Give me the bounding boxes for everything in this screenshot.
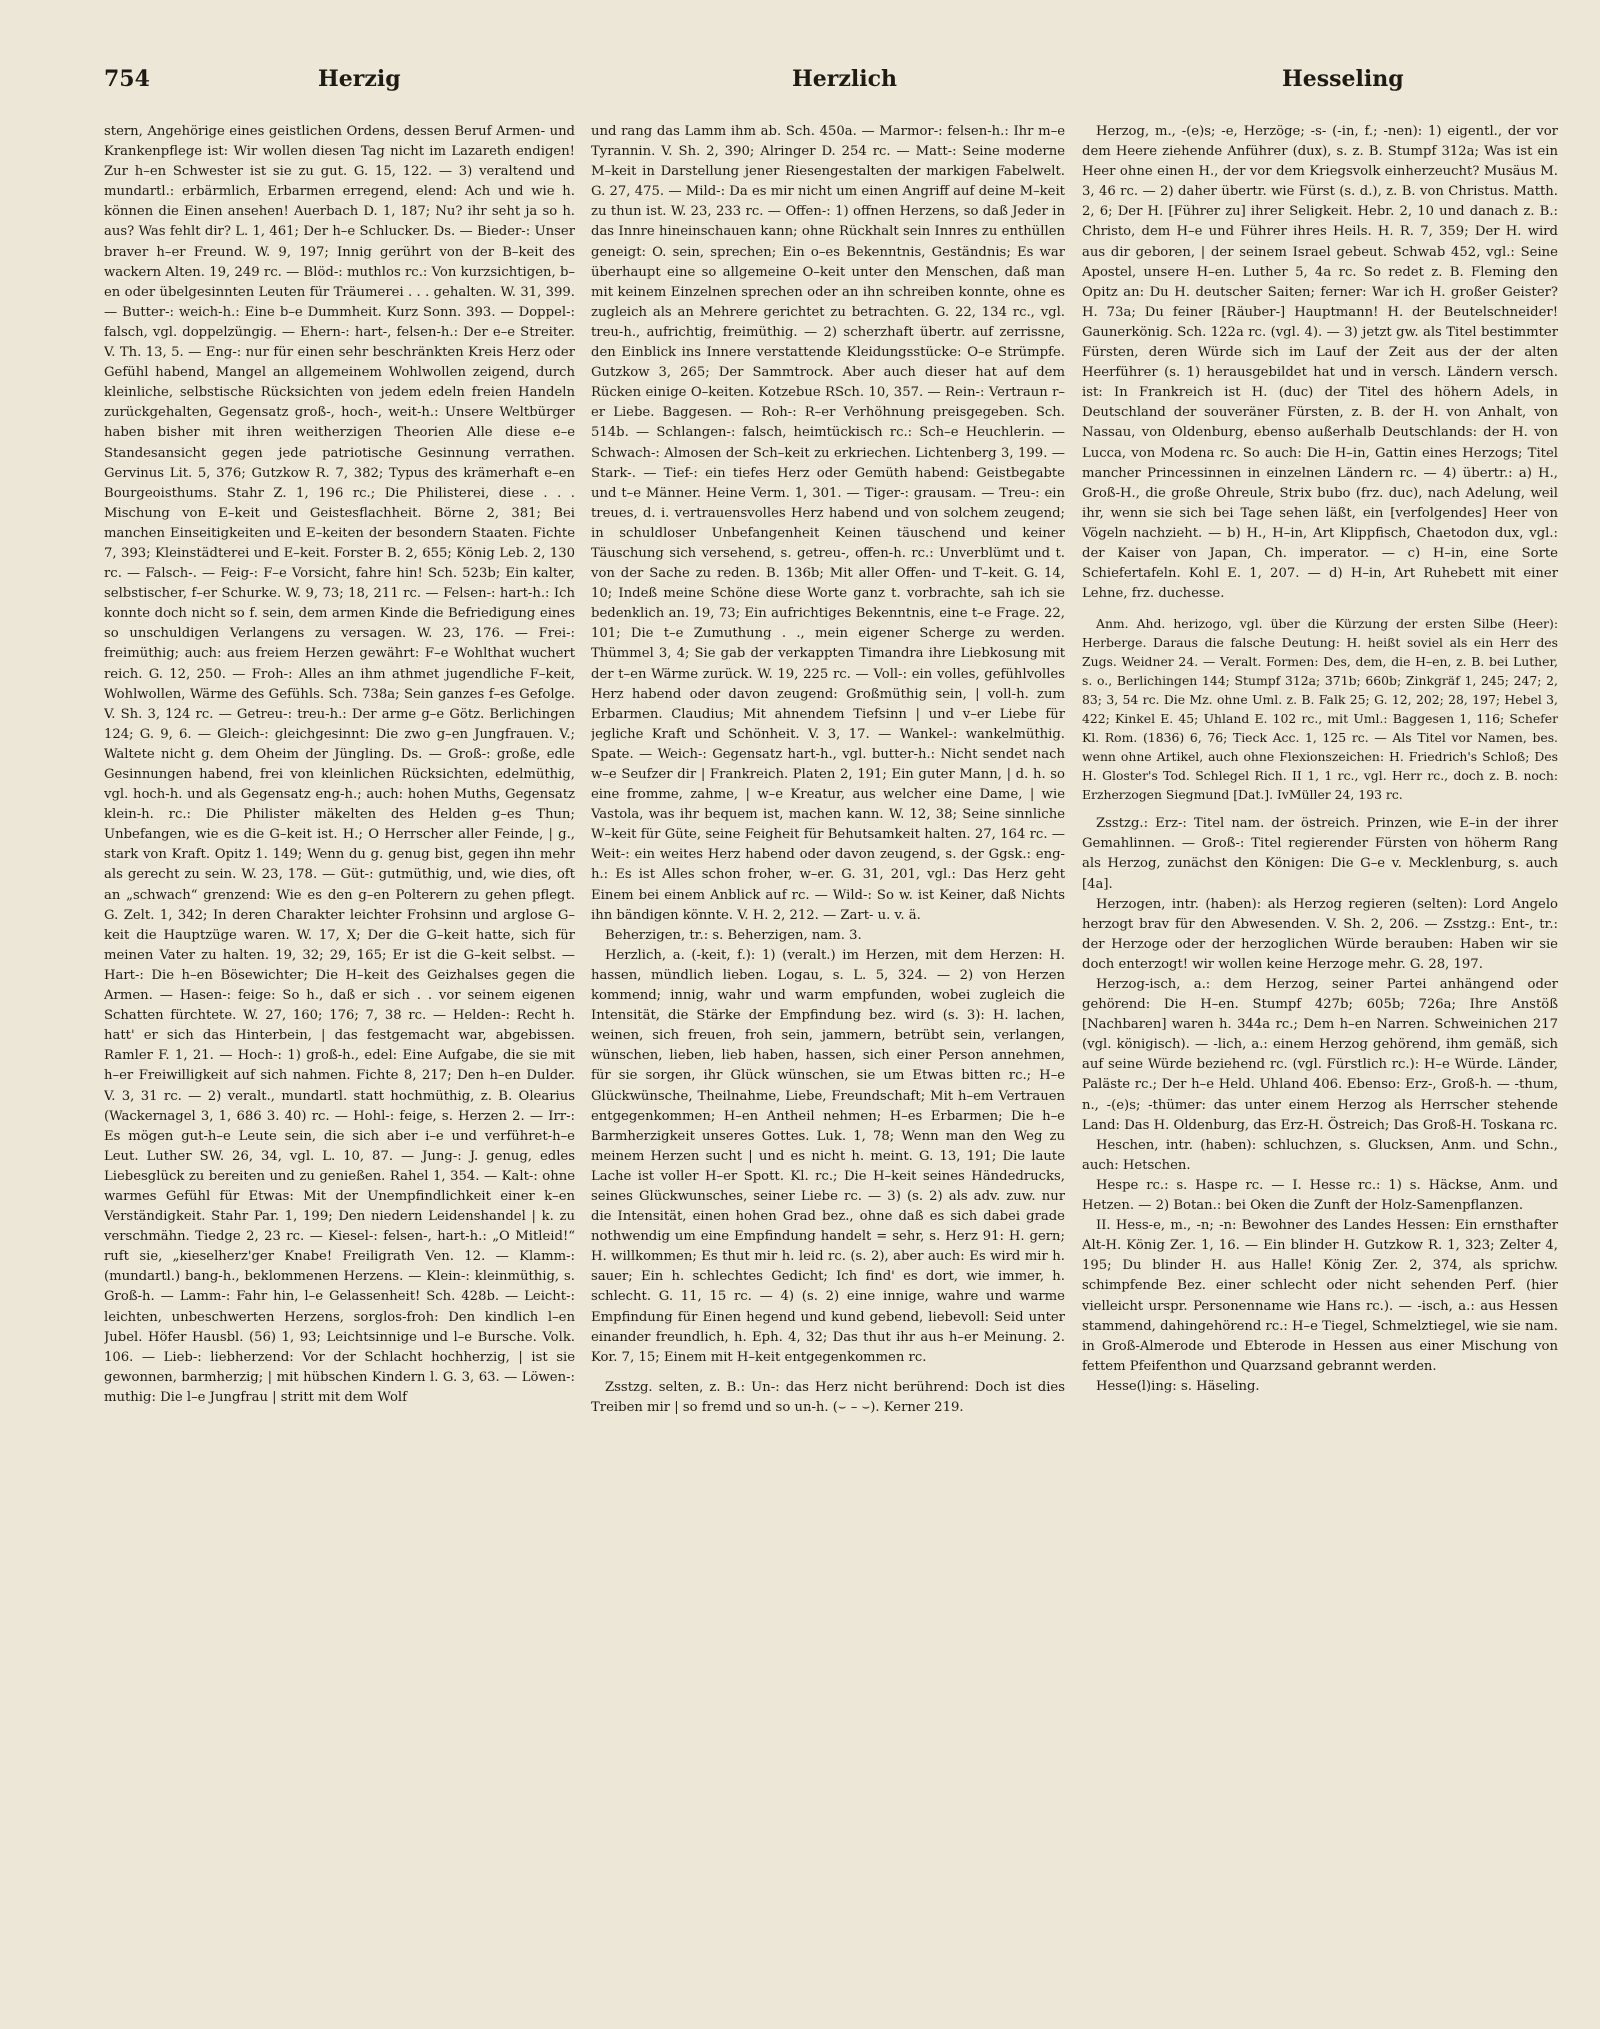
left-guide-word: Herzig [318, 66, 401, 92]
text-column-middle [591, 122, 1065, 2014]
text-column-left [104, 122, 575, 2014]
entry-paragraph: Zsstzg.: Erz-: Titel nam. der östreich. Prinzen, wie E–in der ihrer Gemahlinnen. — Groß-: Titel regierender Fürsten von höherm Rang als Herzog, zunächst den Königen: Die G–e v. Mecklenburg, s. auch [4a]. [1082, 816, 1558, 892]
entry-paragraph: und rang das Lamm ihm ab. Sch. 450a. — Marmor-: felsen-h.: Ihr m–e Tyrannin. V. Sh. 2, 390; Alringer D. 254 rc. — Matt-: Seine moderne M–keit in Darstellung jener Riesengestalten der markigen Fabelwelt. G. 27, 475. — Mild-: Da es mir nicht um einen Angriff auf deine M–keit zu thun ist. W. 23, 233 rc. — Offen-: 1) offnen Herzens, so daß Jeder in das Innre hineinschauen kann; ohne Rückhalt sein Innres zu enthüllen geneigt: O. sein, sprechen; Ein o–es Bekenntnis, Geständnis; Es war überhaupt eine so allgemeine O–keit unter den Menschen, daß man mit keinem Einzelnen sprechen oder an ihn schreiben konnte, ohne es zugleich als an Mehrere gerichtet zu betrachten. G. 22, 134 rc., vgl. treu-h., aufrichtig, freimüthig. — 2) scherzhaft übertr. auf zerrissne, den Einblick ins Innere verstattende Kleidungsstücke: O–e Strümpfe. Gutzkow 3, 265; Der Sammtrock. Aber auch dieser hat auf dem Rücken einige O–keiten. Kotzebue RSch. 10, 357. — Rein-: Vertraun r–er Liebe. Baggesen. — Roh-: R–er Verhöhnung preisgegeben. Sch. 514b. — Schlangen-: falsch, heimtückisch rc.: Sch–e Heuchlerin. — Schwach-: Almosen der Sch–keit zu erkriechen. Lichtenberg 3, 199. — Stark-. — Tief-: ein tiefes Herz oder Gemüth habend: Geistbegabte und t–e Männer. Heine Verm. 1, 301. — Tiger-: grausam. — Treu-: ein treues, d. i. vertrauensvolles Herz habend und von solchem zeugend; in schuldloser Unbefangenheit Keinen täuschend und keiner Täuschung sich versehend, s. getreu-, offen-h. rc.: Unverblümt und t. von der Sache zu reden. B. 136b; Mit aller Offen- und T–keit. G. 14, 10; Indeß meine Schöne diese Worte ganz t. vorbrachte, sah ich sie bedenklich an. 19, 73; Ein aufrichtiges Bekenntnis, eine t–e Frage. 22, 101; Die t–e Zumuthung . ., mein eigener Scherge zu werden. Thümmel 3, 4; Sie gab der verkappten Timandra ihre Liebkosung mit der t–en Wärme zurück. W. 19, 225 rc. — Voll-: ein volles, gefühlvolles Herz habend oder davon zeugend: Großmüthig sein, | voll-h. zum Erbarmen. Claudius; Mit ahnendem Tiefsinn | und v–er Liebe für jegliche Kraft und Schönheit. V. 3, 17. — Wankel-: wankelmüthig. Spate. — Weich-: Gegensatz hart-h., vgl. butter-h.: Nicht sendet nach w–e Seufzer dir | Frankreich. Platen 2, 191; Ein guter Mann, | d. h. so eine fromme, zahme, | w–e Kreatur, aus welcher eine Dame, | wie Vastola, was ihr bequem ist, machen kann. W. 12, 38; Seine sinnliche W–keit für Güte, seine Feigheit für Behutsamkeit halten. 27, 164 rc. — Weit-: ein weites Herz habend oder davon zeugend, s. der Ggsk.: eng-h.: Es ist Alles schon froher, w–er. G. 31, 201, vgl.: Das Herz geht Einem bei einem Anblick auf rc. — Wild-: So w. ist Keiner, daß Nichts ihn bändigen könnte. V. H. 2, 212. — Zart- u. v. ä. [591, 124, 1065, 923]
entry-paragraph: Herzogen, intr. (haben): als Herzog regieren (selten): Lord Angelo herzogt brav für den Abwesenden. V. Sh. 2, 206. — Zsstzg.: Ent-, tr.: der Herzoge oder der herzoglichen Würde berauben: Haben wir sie doch enterzogt! wir wollen keine Herzoge mehr. G. 28, 197. [1082, 896, 1558, 972]
entry-paragraph: Beherzigen, tr.: s. Beherzigen, nam. 3. [605, 927, 862, 943]
entry-paragraph: Herzog, m., -(e)s; -e, Herzöge; -s- (-in, f.; -nen): 1) eigentl., der vor dem Heere ziehende Anführer (dux), s. z. B. Stumpf 312a; Was ist ein Heer ohne einen H., der vor dem Kriegsvolk einherzeucht? Musäus M. 3, 46 rc. — 2) daher übertr. wie Fürst (s. d.), z. B. von Christus. Matth. 2, 6; Der H. [Führer zu] ihrer Seligkeit. Hebr. 2, 10 und danach z. B.: Christo, dem H–e und Führer ihres Heils. H. R. 7, 359; Der H. wird aus dir geboren, | der seinem Israel gebeut. Schwab 452, vgl.: Seine Apostel, unsere H–en. Luther 5, 4a rc. So redet z. B. Fleming den Opitz an: Du H. deutscher Saiten; ferner: War ich H. großer Geister? H. 73a; Du feiner [Räuber-] Hauptmann! H. der Beutelschneider! Gaunerkönig. Sch. 122a rc. (vgl. 4). — 3) jetzt gw. als Titel bestimmter Fürsten, deren Würde sich im Lauf der Zeit aus der der alten Heerführer (s. 1) herausgebildet hat und in versch. Ländern versch. ist: In Frankreich ist H. (duc) der Titel des höhern Adels, in Deutschland der souveräner Fürsten, z. B. der H. von Anhalt, von Nassau, von Oldenburg, ebenso außerhalb Deutschlands: der H. von Lucca, von Modena rc. So auch: Die H–in, Gattin eines Herzogs; Titel mancher Princessinnen in einzelnen Ländern rc. — 4) übertr.: a) H., Groß-H., die große Ohreule, Strix bubo (frz. duc), nach Adelung, weil ihr, wenn sie sich bei Tage sehen läßt, ein [verfolgendes] Heer von Vögeln nachzieht. — b) H., H–in, Art Klippfisch, Chaetodon dux, vgl.: der Kaiser von Japan, Ch. imperator. — c) H–in, eine Sorte Schiefertafeln. Kohl E. 1, 207. — d) H–in, Art Ruhebett mit einer Lehne, frz. duchesse. [1082, 124, 1558, 602]
entry-paragraph: Herzog-isch, a.: dem Herzog, seiner Partei anhängend oder gehörend: Die H–en. Stumpf 427b; 605b; 726a; Ihre Anstöß [Nachbaren] waren h. 344a rc.; Dem h–en Narren. Schweinichen 217 (vgl. königisch). — -lich, a.: einem Herzog gehörend, ihm gemäß, sich auf seine Würde beziehend rc. (vgl. Fürstlich rc.): H–e Würde. Länder, Paläste rc.; Der h–e Held. Uhland 406. Ebenso: Erz-, Groß-h. — -thum, n., -(e)s; -thümer: das unter einem Herzog als Herrscher stehende Land: Das H. Oldenburg, das Erz-H. Östreich; Das Groß-H. Toskana rc. [1082, 977, 1558, 1133]
right-guide-word: Hesseling [1282, 66, 1404, 92]
entry-paragraph: Zsstzg. selten, z. B.: Un-: das Herz nicht berührend: Doch ist dies Treiben mir | so fremd und so un-h. (⌣ – ⌣). Kerner 219. [591, 1379, 1065, 1415]
entry-paragraph: Herzlich, a. (-keit, f.): 1) (veralt.) im Herzen, mit dem Herzen: H. hassen, mündlich lieben. Logau, s. L. 5, 324. — 2) von Herzen kommend; innig, wahr und warm empfunden, wobei zugleich die Intensität, die Stärke der Empfindung bez. wird (s. 3): H. lachen, weinen, sich freuen, froh sein, jammern, betrübt sein, verlangen, wünschen, lieben, lieb haben, hassen, sich einer Person annehmen, für sie sorgen, ihr Glück wünschen, sie um Etwas bitten rc.; H–e Glückwünsche, Theilnahme, Liebe, Freundschaft; Mit h–em Vertrauen entgegenkommen; H–en Antheil nehmen; H–es Erbarmen; Die h–e Barmherzigkeit unseres Gottes. Luk. 1, 78; Wenn man den Weg zu meinem Herzen sucht | und es nicht h. meint. G. 13, 191; Die laute Lache ist voller H–er Spott. Kl. rc.; Die H–keit seines Händedrucks, seines Glückwunsches, seiner Liebe rc. — 3) (s. 2) als adv. zuw. nur die Intensität, einen hohen Grad bez., ohne daß es sich dabei grade nothwendig um eine Empfindung handelt = sehr, s. Herz 91: H. gern; H. willkommen; Es thut mir h. leid rc. (s. 2), aber auch: Es wird mir h. sauer; Ein h. schlechtes Gedicht; Ich find' es dort, wie immer, h. schlecht. G. 11, 15 rc. — 4) (s. 2) eine innige, wahre und warme Empfindung für Einen hegend und kund gebend, liebevoll: Seid unter einander freundlich, h. Eph. 4, 32; Das thut ihr aus h–er Meinung. 2. Kor. 7, 15; Einem mit H–keit entgegenkommen rc. [591, 947, 1065, 1365]
entry-paragraph: Heschen, intr. (haben): schluchzen, s. Glucksen, Anm. und Schn., auch: Hetschen. [1082, 1137, 1558, 1173]
page-number: 754 [104, 66, 150, 92]
entry-paragraph: II. Hess-e, m., -n; -n: Bewohner des Landes Hessen: Ein ernsthafter Alt-H. König Zer. 1, 16. — Ein blinder H. Gutzkow R. 1, 323; Zelter 4, 195; Du blinder H. aus Halle! König Zer. 2, 374, als sprichw. schimpfende Bez. einer schlecht oder nicht sehenden Perf. (hier vielleicht urspr. Personenname wie Hans rc.). — -isch, a.: aus Hessen stammend, dahingehörend rc.: H–e Tiegel, Schmelztiegel, wie sie nam. in Groß-Almerode und Ebterode in Hessen aus einer Mischung von fettem Pfeifenthon und Quarzsand gebrannt werden. [1082, 1218, 1558, 1374]
text-column-right [1082, 122, 1558, 2014]
center-guide-word: Herzlich [792, 66, 897, 92]
entry-paragraph: Hespe rc.: s. Haspe rc. — I. Hesse rc.: 1) s. Häckse, Anm. und Hetzen. — 2) Botan.: bei Oken die Zunft der Holz-Samenpflanzen. [1082, 1177, 1558, 1214]
entry-paragraph: stern, Angehörige eines geistlichen Ordens, dessen Beruf Armen- und Krankenpflege ist: Wir wollen diesen Tag nicht im Lazareth endigen! Zur h–en Schwester ist sie zu gut. G. 15, 122. — 3) veraltend und mundartl.: erbärmlich, Erbarmen erregend, elend: Ach und wie h. können die Einen ansehen! Auerbach D. 1, 187; Nu? ihr seht ja so h. aus? Was fehlt dir? L. 1, 461; Der h–e Schlucker. Ds. — Bieder-: Unser braver h–er Freund. W. 9, 197; Innig gerührt von der B–keit des wackern Alten. 19, 249 rc. — Blöd-: muthlos rc.: Von kurzsichtigen, b–en oder übelgesinnten Leuten für Träumerei . . . gehalten. W. 31, 399. — Butter-: weich-h.: Eine b–e Dummheit. Kurz Sonn. 393. — Doppel-: falsch, vgl. doppelzüngig. — Ehern-: hart-, felsen-h.: Der e–e Streiter. V. Th. 13, 5. — Eng-: nur für einen sehr beschränkten Kreis Herz oder Gefühl habend, Mangel an allgemeinem Wohlwollen zeigend, durch kleinliche, selbstische Rücksichten von jedem edeln freien Handeln zurückgehalten, Gegensatz groß-, hoch-, weit-h.: Unsere Weltbürger haben bisher mit ihren weitherzigen Theorien Alle diese e–e Standesansicht gegen jede patriotische Gesinnung verrathen. Gervinus Lit. 5, 376; Gutzkow R. 7, 382; Typus des krämerhaft e–en Bourgeoisthums. Stahr Z. 1, 196 rc.; Die Philisterei, diese . . . Mischung von E–keit und Geistesflachheit. Börne 2, 381; Bei manchen Einseitigkeiten und E–keiten der besondern Staaten. Fichte 7, 393; Kleinstädterei und E–keit. Forster B. 2, 655; König Leb. 2, 130 rc. — Falsch-. — Feig-: F–e Vorsicht, fahre hin! Sch. 523b; Ein kalter, selbstischer, f–er Schurke. W. 9, 73; 18, 211 rc. — Felsen-: hart-h.: Ich konnte doch nicht so f. sein, dem armen Kinde die Befriedigung eines so unschuldigen Verlangens zu versagen. W. 23, 176. — Frei-: freimüthig; auch: aus freiem Herzen gewährt: F–e Wohlthat wuchert reich. G. 12, 250. — Froh-: Alles an ihm athmet jugendliche F–keit, Wohlwollen, Wärme des Gefühls. Sch. 738a; Sein ganzes f–es Gefolge. V. Sh. 3, 124 rc. — Getreu-: treu-h.: Der arme g–e Götz. Berlichingen 124; G. 9, 6. — Gleich-: gleichgesinnt: Die zwo g–en Jungfrauen. V.; Waltete nicht g. dem Oheim der Jüngling. Ds. — Groß-: große, edle Gesinnungen habend, frei von kleinlichen Rücksichten, edelmüthig, vgl. hoch-h. und als Gegensatz eng-h.; auch: hohen Muths, Gegensatz klein-h. rc.: Die Philister mäkelten des Helden g–es Thun; Unbefangen, wie es die G–keit ist. H.; O Herrscher aller Feinde, | g., stark von Kraft. Opitz 1. 149; Wenn du g. genug bist, gegen ihn mehr als gerecht zu sein. W. 23, 178. — Güt-: gutmüthig, und, wie dies, oft an „schwach“ grenzend: Wie es den g–en Polterern zu gehen pflegt. G. Zelt. 1, 342; In deren Charakter leichter Frohsinn und arglose G–keit die Hauptzüge waren. W. 17, X; Der die G–keit hatte, sich für meinen Vater zu halten. 19, 32; 29, 165; Er ist die G–keit selbst. — Hart-: Die h–en Bösewichter; Die H–keit des Geizhalses gegen die Armen. — Hasen-: feige: So h., daß er sich . . vor seinem eigenen Schatten fürchtete. W. 27, 160; 176; 7, 38 rc. — Helden-: Recht h. hatt' er sich das Hinterbein, | das festgemacht war, abgebissen. Ramler F. 1, 21. — Hoch-: 1) groß-h., edel: Eine Aufgabe, die sie mit h–er Freiwilligkeit auf sich nahmen. Fichte 8, 217; Den h–en Dulder. V. 3, 31 rc. — 2) veralt., mundartl. statt hochmüthig, z. B. Olearius (Wackernagel 3, 1, 686 3. 40) rc. — Hohl-: feige, s. Herzen 2. — Irr-: Es mögen gut-h–e Leute sein, die sich aber i–e und verführet-h–e Leut. Luther SW. 26, 34, vgl. L. 10, 87. — Jung-: J. genug, edles Liebesglück zu bereiten und zu genießen. Rahel 1, 354. — Kalt-: ohne warmes Gefühl für Etwas: Mit der Unempfindlichkeit einer k–en Verständigkeit. Stahr Par. 1, 199; Den niedern Leidenshandel | k. zu verschmähn. Tiedge 2, 23 rc. — Kiesel-: felsen-, hart-h.: „O Mitleid!“ ruft sie, „kieselherz'ger Knabe! Freiligrath Ven. 12. — Klamm-: (mundartl.) bang-h., beklommenen Herzens. — Klein-: kleinmüthig, s. Groß-h. — Lamm-: Fahr hin, l–e Gelassenheit! Sch. 428b. — Leicht-: leichten, unbeschwerten Herzens, sorglos-froh: Den kindlich l–en Jubel. Höfer Hausbl. (56) 1, 93; Leichtsinnige und l–e Bursche. Volk. 106. — Lieb-: liebherzend: Vor der Schlacht hochherzig, | ist sie gewonnen, barmherzig; | mit hübschen Kindern l. G. 3, 63. — Löwen-: muthig: Die l–e Jungfrau | stritt mit dem Wolf [104, 124, 575, 1405]
entry-paragraph: Hesse(l)ing: s. Häseling. [1096, 1378, 1260, 1394]
annotation-paragraph: Anm. Ahd. herizogo, vgl. über die Kürzung der ersten Silbe (Heer): Herberge. Daraus die falsche Deutung: H. heißt soviel als ein Herr des Zugs. Weidner 24. — Veralt. Formen: Des, dem, die H–en, z. B. bei Luther, s. o., Berlichingen 144; Stumpf 312a; 371b; 660b; Zinkgräf 1, 245; 247; 2, 83; 3, 54 rc. Die Mz. ohne Uml. z. B. Falk 25; G. 12, 202; 28, 197; Hebel 3, 422; Kinkel E. 45; Uhland E. 102 rc., mit Uml.: Baggesen 1, 116; Schefer Kl. Rom. (1836) 6, 76; Tieck Acc. 1, 125 rc. — Als Titel vor Namen, bes. wenn ohne Artikel, auch ohne Flexionszeichen: H. Friedrich's Schloß; Des H. Gloster's Tod. Schlegel Rich. II 1, 1 rc., vgl. Herr rc., doch z. B. noch: Erzherzogen Siegmund [Dat.]. IvMüller 24, 193 rc. [1082, 616, 1558, 803]
